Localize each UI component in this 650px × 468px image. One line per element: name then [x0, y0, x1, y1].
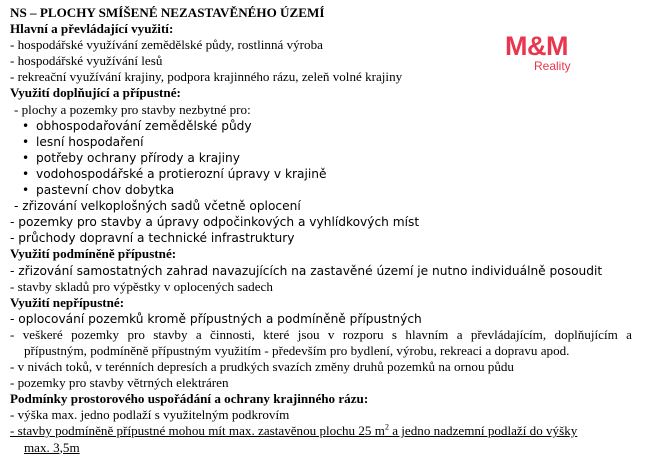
section-heading: Podmínky prostorového uspořádání a ochrany krajinného rázu:	[10, 391, 369, 407]
list-item: - hospodářské využívání zemědělské půdy, rostlinná výroba	[10, 37, 323, 53]
list-item: - průchody dopravní a technické infrastruktury	[10, 231, 295, 246]
list-item: - zřizování samostatných zahrad navazujících na zastavěné území je nutno individuálně posoudit	[10, 263, 603, 278]
section-heading: Využití doplňující a přípustné:	[10, 85, 181, 101]
list-item: - rekreační využívání krajiny, podpora krajinného rázu, zeleň volné krajiny	[10, 69, 403, 85]
bullet-item: • pastevní chov dobytka	[22, 183, 175, 198]
list-item: - stavby skladů pro výpěstky v oplocených sadech	[10, 278, 273, 294]
section-heading: Hlavní a převládající využití:	[10, 21, 174, 37]
bullet-item: • vodohospodářské a protierozní úpravy v krajině	[22, 166, 327, 181]
logo-brand: M&M	[505, 31, 568, 61]
list-item: - výška max. jedno podlaží s využitelným podkrovím	[10, 407, 290, 423]
section-heading: Využití podmíněně přípustné:	[10, 246, 177, 262]
list-item: - oplocování pozemků kromě přípustných a podmíněně přípustných	[10, 311, 422, 326]
list-item: - hospodářské využívání lesů	[10, 53, 163, 69]
bullet-item: • obhospodařování zemědělské půdy	[22, 118, 252, 133]
list-item-continuation: max. 3,5m	[24, 439, 80, 455]
list-item: - plochy a pozemky pro stavby nezbytné pro:	[14, 101, 251, 117]
list-item: - veškeré pozemky pro stavby a činnosti, které jsou v rozporu s hlavním a převládajícím, doplňujícím a	[10, 326, 632, 342]
list-item-continuation: přípustným, podmíněně přípustným využitím - především pro bydlení, výrobu, rekreaci a dopravu apod.	[24, 342, 570, 358]
logo-sub: Reality	[534, 59, 571, 73]
list-item: - zřizování velkoplošných sadů včetně oplocení	[14, 199, 301, 214]
bullet-item: • potřeby ochrany přírody a krajiny	[22, 150, 240, 165]
list-item: - pozemky pro stavby a úpravy odpočinkových a vyhlídkových míst	[10, 215, 420, 230]
list-item: - pozemky pro stavby větrných elektráren	[10, 375, 229, 391]
document-body	[10, 5, 642, 456]
bullet-item: • lesní hospodaření	[22, 134, 144, 149]
section-heading: Využití nepřípustné:	[10, 294, 125, 310]
list-item: - v nivách toků, v terénních depresích a prudkých svazích změny druhů pozemků na ornou půdu	[10, 359, 514, 375]
page-title: NS – PLOCHY SMÍŠENÉ NEZASTAVĚNÉHO ÚZEMÍ	[10, 5, 325, 20]
list-item: - stavby podmíněně přípustné mohou mít max. zastavěnou plochu 25 $m^2$ a jedno nadzemní podlaží do výšky	[10, 423, 578, 439]
